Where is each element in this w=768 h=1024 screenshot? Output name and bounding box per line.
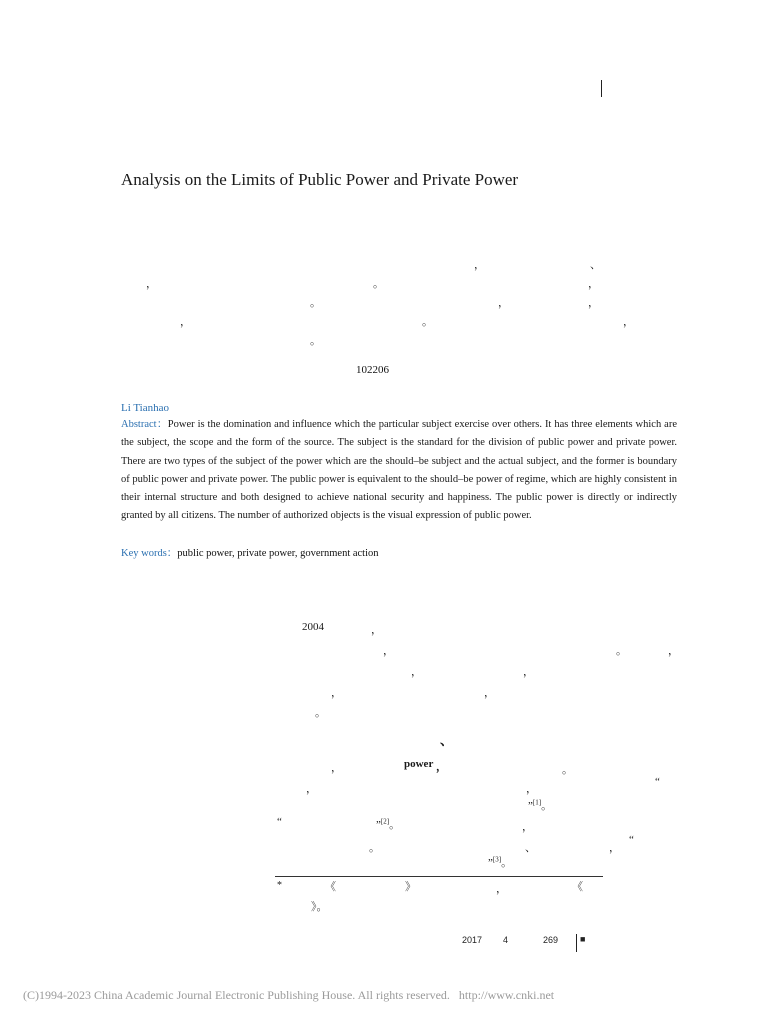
abstract-cn-mark: ， bbox=[588, 278, 599, 290]
abstract-cn-mark: ， bbox=[146, 278, 157, 290]
abstract-cn-mark: ， bbox=[180, 316, 191, 328]
body-mark: 。 bbox=[369, 842, 380, 854]
footer-year: 2017 bbox=[462, 935, 483, 945]
body-mark: ， bbox=[526, 783, 537, 795]
citation-ref-2: [2] bbox=[380, 817, 390, 826]
body-mark: 。 bbox=[389, 819, 401, 831]
abstract-label-sep: ： bbox=[156, 419, 168, 430]
copyright-url: http://www.cnki.net bbox=[458, 988, 555, 1002]
abstract-en bbox=[121, 416, 677, 526]
abstract-cn-mark: 、 bbox=[590, 259, 601, 271]
abstract-cn-mark: 。 bbox=[422, 316, 433, 328]
footer-page: 269 bbox=[543, 935, 559, 945]
author-postcode: 102206 bbox=[356, 364, 389, 376]
quote-close: ” bbox=[376, 819, 381, 831]
body-mark: ， bbox=[436, 761, 447, 773]
abstract-cn-mark: 。 bbox=[310, 335, 321, 347]
body-citation bbox=[376, 816, 400, 832]
journal-logo-icon: ■ bbox=[580, 934, 586, 944]
body-citation bbox=[528, 797, 552, 813]
paper-title-en: Analysis on the Limits of Public Power and Private Power bbox=[121, 170, 519, 189]
body-mark: ， bbox=[411, 666, 422, 678]
body-mark: ， bbox=[306, 783, 317, 795]
section-heading-mark: 、 bbox=[440, 733, 454, 748]
body-mark: ， bbox=[523, 666, 534, 678]
copyright-text: (C)1994-2023 China Academic Journal Electronic Publishing House. All rights reserved. bbox=[23, 988, 450, 1002]
body-citation bbox=[488, 854, 512, 870]
footer-rule bbox=[576, 934, 577, 952]
abstract-cn-mark: ， bbox=[498, 297, 509, 309]
body-year: 2004 bbox=[302, 621, 324, 633]
body-mark: ， bbox=[522, 821, 533, 833]
body-word-power: power bbox=[404, 758, 434, 770]
body-mark: “ bbox=[629, 834, 634, 846]
keywords-label: Key words bbox=[121, 548, 167, 559]
footer-issue: 4 bbox=[503, 935, 509, 945]
body-mark: ， bbox=[331, 687, 342, 699]
body-mark: ， bbox=[383, 645, 394, 657]
abstract-cn-mark: ， bbox=[623, 316, 634, 328]
body-mark: 。 bbox=[541, 800, 553, 812]
footnote-asterisk: * bbox=[277, 880, 282, 891]
body-mark: 。 bbox=[501, 857, 513, 869]
body-mark: ， bbox=[668, 645, 679, 657]
keywords-text: public power, private power, government action bbox=[177, 548, 379, 559]
abstract-cn-mark: ， bbox=[474, 259, 485, 271]
keywords-en bbox=[121, 545, 379, 560]
body-mark: ， bbox=[331, 762, 342, 774]
body-mark: 。 bbox=[562, 764, 573, 776]
body-mark: 。 bbox=[616, 645, 627, 657]
abstract-cn-mark: 。 bbox=[310, 297, 321, 309]
citation-ref-3: [3] bbox=[492, 855, 502, 864]
header-rule bbox=[601, 80, 602, 97]
body-mark: ， bbox=[484, 687, 495, 699]
body-mark: 、 bbox=[525, 842, 536, 854]
footnote-mark: ， bbox=[496, 883, 507, 895]
abstract-cn-mark: 。 bbox=[373, 278, 384, 290]
body-mark: “ bbox=[655, 776, 660, 788]
author-name-en: Li Tianhao bbox=[121, 402, 169, 414]
citation-ref-1: [1] bbox=[532, 798, 542, 807]
abstract-label: Abstract bbox=[121, 419, 157, 430]
body-mark: ， bbox=[609, 842, 620, 854]
footnote-book-close: 》。 bbox=[311, 901, 328, 913]
quote-close: ” bbox=[488, 857, 493, 869]
abstract-text: Power is the domination and influence which the particular subject exercise over others. It has three elements which are the subject, the scope and the form of the source. The subject is the standard for the division of public power and private power. There are two types of the subject of the power which are the should–be subject and the actual subject, and the former is boundary of public power and private power. The public power is equivalent to the should–be power of regime, which are highly consistent in their internal structure and both designed to achieve national security and happiness. The public power is directly or indirectly granted by all citizens. The number of authorized objects is the visual expression of public power. bbox=[121, 419, 677, 522]
body-mark: 。 bbox=[315, 707, 326, 719]
quote-close: ” bbox=[528, 800, 533, 812]
footnote-rule bbox=[275, 876, 603, 877]
footnote-book-open: 《 bbox=[325, 881, 336, 893]
copyright-notice bbox=[23, 988, 554, 1003]
keywords-label-sep: ： bbox=[166, 548, 178, 559]
body-mark: ， bbox=[371, 624, 382, 636]
abstract-cn-mark: ， bbox=[588, 297, 599, 309]
footnote-book-open: 《 bbox=[572, 881, 583, 893]
footnote-book-close: 》 bbox=[405, 881, 416, 893]
body-mark: “ bbox=[277, 816, 282, 828]
